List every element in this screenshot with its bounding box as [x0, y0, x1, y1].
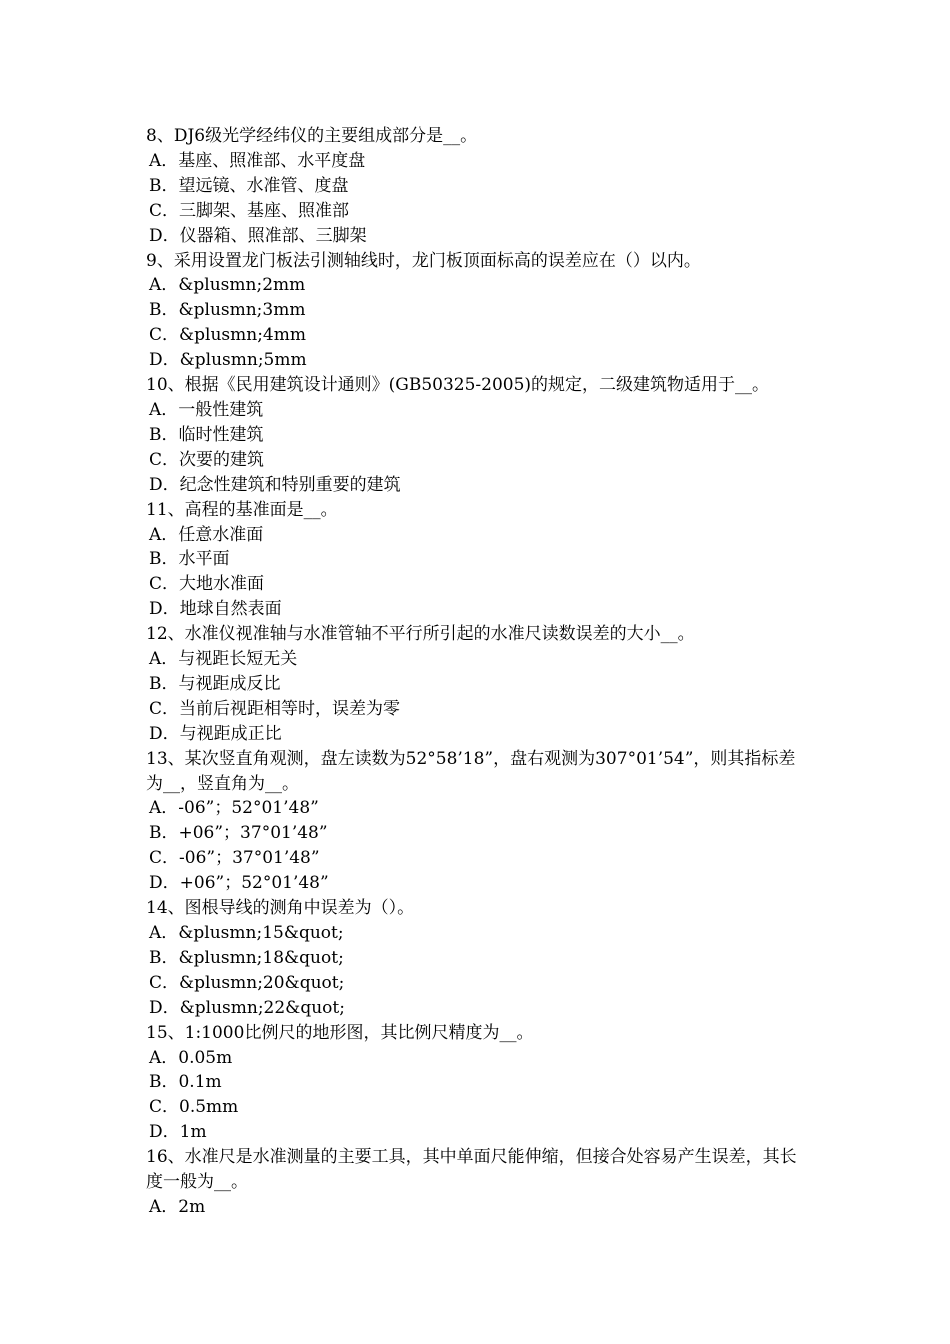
option-a: A．-06”；52°01’48” [149, 798, 319, 819]
question-stem: 8、DJ6级光学经纬仪的主要组成部分是__。 [146, 126, 478, 146]
option-a: A．&plusmn;15&quot; [149, 923, 344, 943]
question-stem: 12、水准仪视准轴与水准管轴不平行所引起的水准尺读数误差的大小__。 [146, 624, 695, 645]
option-c: C．-06”；37°01’48” [149, 848, 320, 869]
option-b: B．与视距成反比 [149, 673, 281, 694]
option-c: C．&plusmn;4mm [149, 325, 306, 346]
question-stem: 15、1:1000比例尺的地形图，其比例尺精度为__。 [146, 1022, 534, 1043]
option-b: B．0.1m [149, 1072, 222, 1093]
option-d: D．+06”；52°01’48” [149, 873, 329, 894]
option-a: A．&plusmn;2mm [149, 275, 306, 296]
option-a: A．一般性建筑 [149, 399, 264, 420]
question-stem: 13、某次竖直角观测，盘左读数为52°58’18”，盘右观测为307°01’54”，则其指标差为__，竖直角为__。 [146, 748, 796, 794]
option-b: B．水平面 [149, 549, 230, 570]
option-c: C．三脚架、基座、照准部 [149, 200, 350, 221]
option-c: C．大地水准面 [149, 574, 265, 595]
question-stem: 9、采用设置龙门板法引测轴线时，龙门板顶面标高的误差应在（）以内。 [146, 250, 701, 271]
option-a: A．任意水准面 [149, 524, 264, 545]
question-stem: 10、根据《民用建筑设计通则》(GB50325-2005)的规定，二级建筑物适用于__。 [146, 375, 770, 396]
option-b: B．+06”；37°01’48” [149, 823, 328, 844]
option-b: B．&plusmn;3mm [149, 300, 306, 321]
option-a: A．0.05m [149, 1047, 233, 1068]
option-d: D．&plusmn;22&quot; [149, 997, 345, 1018]
question-stem: 16、水准尺是水准测量的主要工具，其中单面尺能伸缩，但接合处容易产生误差，其长度一般为__。 [146, 1147, 797, 1193]
option-b: B．临时性建筑 [149, 424, 264, 445]
option-b: B．望远镜、水准管、度盘 [149, 175, 349, 196]
option-c: C．&plusmn;20&quot; [149, 972, 345, 993]
question-list [146, 124, 811, 1220]
question-stem: 14、图根导线的测角中误差为（）。 [146, 898, 415, 919]
option-c: C．0.5mm [149, 1097, 239, 1118]
option-c: C．当前后视距相等时，误差为零 [149, 698, 401, 719]
option-d: D．与视距成正比 [149, 723, 282, 744]
option-d: D．地球自然表面 [149, 599, 282, 620]
option-d: D．&plusmn;5mm [149, 350, 307, 371]
option-a: A．2m [149, 1196, 206, 1217]
option-a: A．基座、照准部、水平度盘 [149, 150, 366, 171]
option-d: D．1m [149, 1122, 207, 1143]
option-c: C．次要的建筑 [149, 449, 265, 470]
option-d: D．纪念性建筑和特别重要的建筑 [149, 474, 401, 495]
option-b: B．&plusmn;18&quot; [149, 947, 344, 968]
option-d: D．仪器箱、照准部、三脚架 [149, 225, 367, 246]
option-a: A．与视距长短无关 [149, 649, 298, 670]
question-stem: 11、高程的基准面是__。 [146, 499, 338, 520]
